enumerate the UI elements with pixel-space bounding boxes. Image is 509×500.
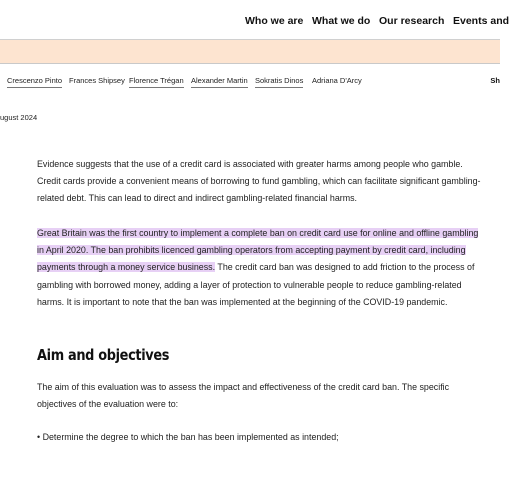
publish-date: ugust 2024: [0, 113, 38, 122]
banner-strip: [0, 40, 500, 64]
share-label[interactable]: Sh: [490, 76, 500, 85]
nav-who-we-are[interactable]: Who we are: [245, 15, 304, 27]
top-navigation: [0, 0, 509, 40]
nav-our-research[interactable]: Our research: [379, 15, 445, 27]
nav-what-we-do[interactable]: What we do: [312, 15, 371, 27]
author-link[interactable]: Sokratis Dinos: [255, 76, 303, 88]
article-paragraph-3: The aim of this evaluation was to assess the impact and effectiveness of the credit card ban. The specific objectives of the evaluation were to:: [37, 382, 450, 410]
author-name: Frances Shipsey: [69, 76, 125, 85]
objective-bullet: • Determine the degree to which the ban has been implemented as intended;: [37, 432, 339, 442]
paragraph-text: The credit card ban was designed to add friction to the process of gambling with borrowed money, adding a layer of protection to vulnerable people to reduce gambling-related harms. It is important to note that the ban was implemented at the beginning of the COVID-19 pandemic.: [37, 262, 475, 307]
highlighted-text: Great Britain was the first country to implement a complete ban on credit card use for online and offline gambling in April 2020. The ban prohibits licenced gambling operators from accepting payment by credit card, including payments through a money service business.: [37, 228, 479, 273]
author-link[interactable]: Florence Trégan: [129, 76, 184, 88]
author-link[interactable]: Crescenzo Pinto: [7, 76, 62, 88]
author-list: [0, 76, 500, 92]
author-link[interactable]: Alexander Martin: [191, 76, 248, 88]
author-name: Adriana D'Arcy: [312, 76, 362, 85]
article-paragraph-1: Evidence suggests that the use of a credit card is associated with greater harms among people who gamble. Credit cards provide a convenient means of borrowing to fund gambling, which can facilitate significant gambling-related debt. This can lead to direct and indirect gambling-related financial harms.: [37, 159, 481, 204]
nav-events[interactable]: Events and: [453, 15, 509, 27]
article-paragraph-2: [37, 225, 487, 311]
section-heading: Aim and objectives: [37, 346, 170, 364]
